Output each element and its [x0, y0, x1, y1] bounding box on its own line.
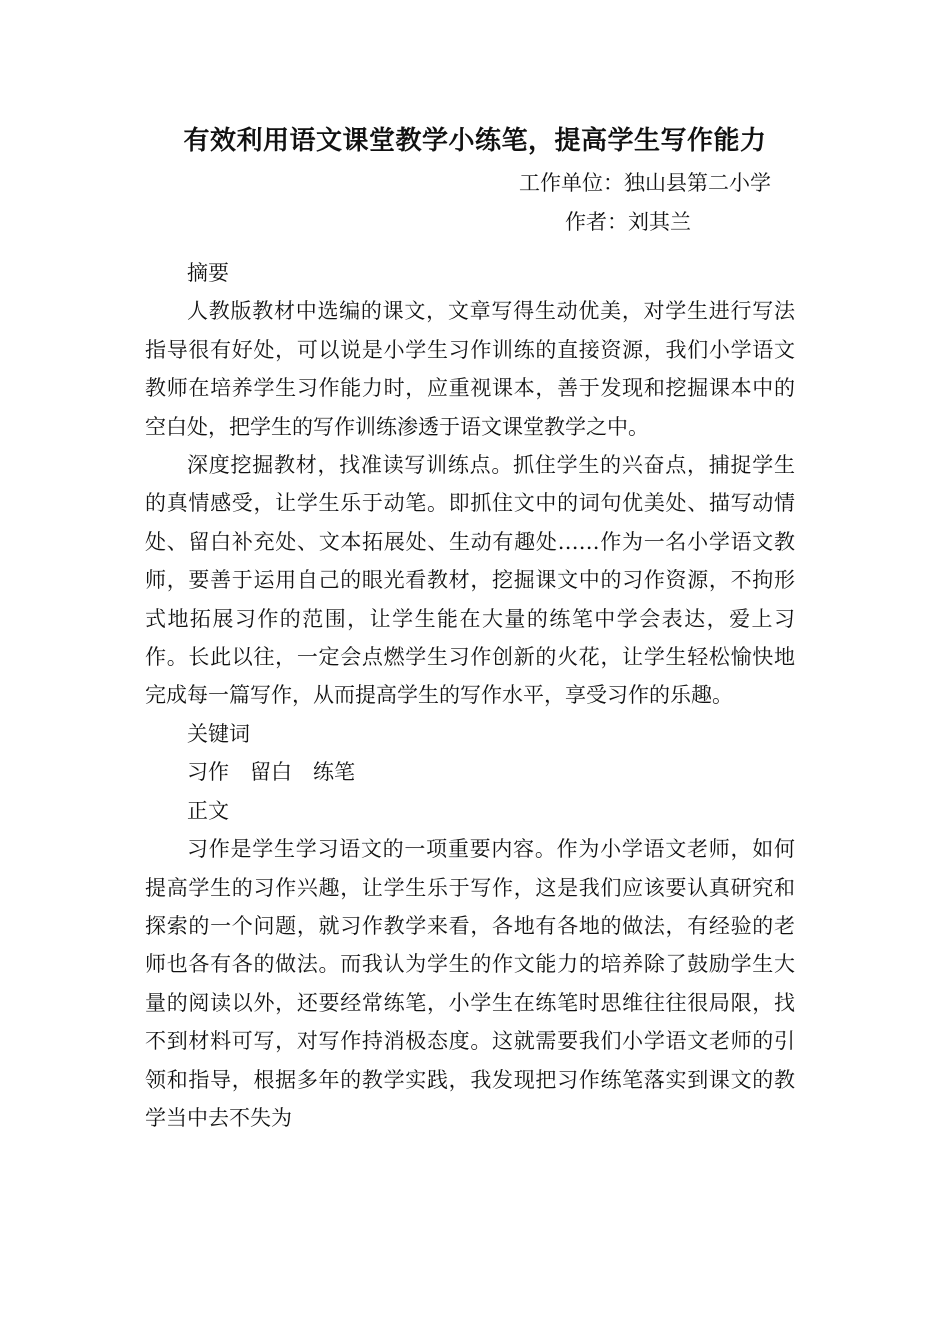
keywords-heading: 关键词	[187, 721, 250, 746]
work-unit: 工作单位：独山县第二小学	[519, 171, 771, 195]
document-body	[145, 254, 795, 1137]
document-title: 有效利用语文课堂教学小练笔，提高学生写作能力	[183, 126, 767, 156]
abstract-heading: 摘要	[187, 261, 229, 285]
abstract-paragraph-1: 人教版教材中选编的课文，文章写得生动优美，对学生进行写法指导很有好处，可以说是小学生习作训练的直接资源，我们小学语文教师在培养学生习作能力时，应重视课本，善于发现和挖掘课本中的空白处，把学生的写作训练渗透于语文课堂教学之中。	[145, 299, 795, 439]
body-heading: 正文	[187, 798, 229, 823]
abstract-paragraph-2: 深度挖掘教材，找准读写训练点。抓住学生的兴奋点，捕捉学生的真情感受，让学生乐于动笔。即抓住文中的词句优美处、描写动情处、留白补充处、文本拓展处、生动有趣处……作为一名小学语文教师，要善于运用自己的眼光看教材，挖掘课文中的习作资源，不拘形式地拓展习作的范围，让学生能在大量的练笔中学会表达，爱上习作。长此以往，一定会点燃学生习作创新的火花，让学生轻松愉快地完成每一篇写作，从而提高学生的写作水平，享受习作的乐趣。	[145, 453, 795, 708]
body-paragraph-1: 习作是学生学习语文的一项重要内容。作为小学语文老师，如何提高学生的习作兴趣，让学生乐于写作，这是我们应该要认真研究和探索的一个问题，就习作教学来看，各地有各地的做法，有经验的老师也各有各的做法。而我认为学生的作文能力的培养除了鼓励学生大量的阅读以外，还要经常练笔，小学生在练笔时思维往往很局限，找不到材料可写，对写作持消极态度。这就需要我们小学语文老师的引领和指导，根据多年的教学实践，我发现把习作练笔落实到课文的教学当中去不失为	[145, 837, 795, 1130]
keywords-list: 习作 留白 练笔	[187, 760, 355, 785]
author-line: 作者：刘其兰	[565, 210, 691, 234]
